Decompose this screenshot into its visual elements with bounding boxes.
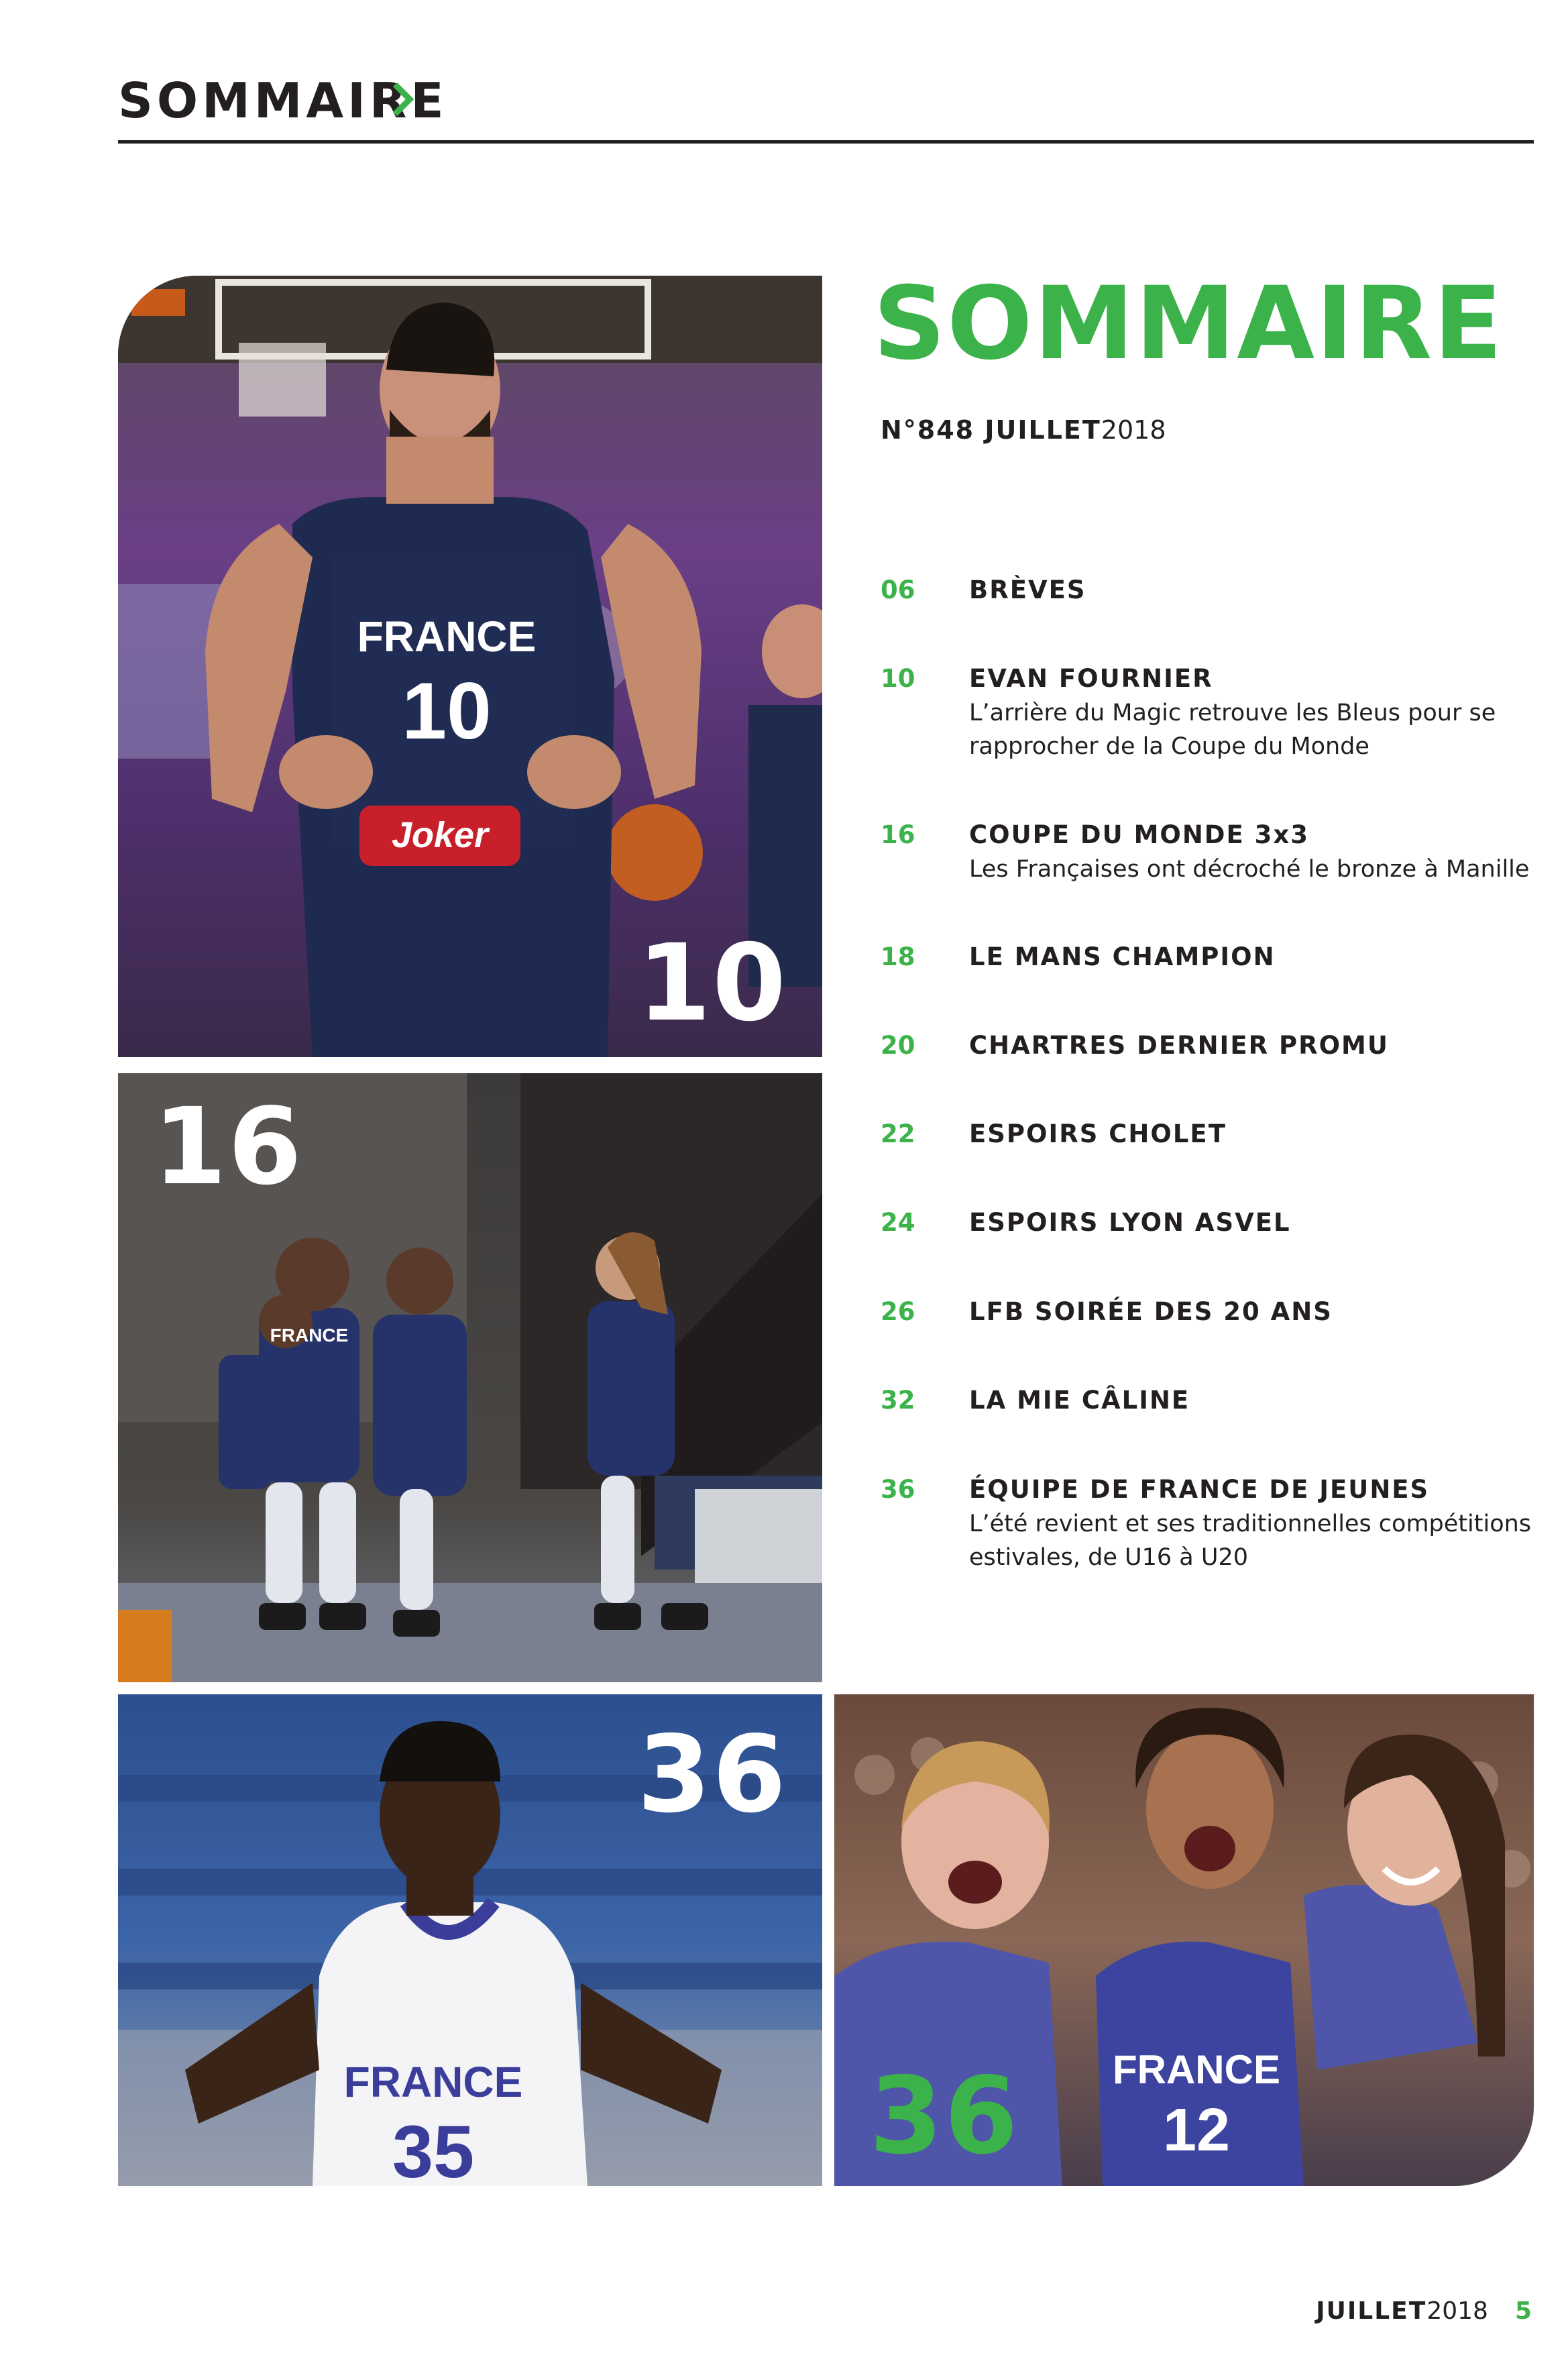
toc-title: ESPOIRS CHOLET xyxy=(969,1119,1227,1148)
jersey-text: FRANCE xyxy=(343,2058,523,2106)
toc-title: LFB SOIRÉE DES 20 ANS xyxy=(969,1297,1333,1326)
jersey-number: 12 xyxy=(1162,2097,1231,2164)
photo-page-number: 36 xyxy=(869,2055,1019,2178)
toc-page-number: 18 xyxy=(881,942,915,971)
jersey-text: FRANCE xyxy=(270,1325,349,1346)
issue-info xyxy=(881,414,1166,446)
sponsor-logo: Joker xyxy=(391,815,489,855)
toc-title: ESPOIRS LYON ASVEL xyxy=(969,1208,1291,1237)
toc-title: EVAN FOURNIER xyxy=(969,664,1213,693)
toc-title: COUPE DU MONDE 3x3 xyxy=(969,820,1310,849)
header-divider xyxy=(118,140,1534,144)
issue-year: 2018 xyxy=(1101,415,1166,445)
photo-equipe-de-france-jeunes-2 xyxy=(834,1694,1534,2186)
photo-page-number: 36 xyxy=(637,1713,787,1837)
page-footer xyxy=(1316,2295,1532,2328)
toc-title: BRÈVES xyxy=(969,576,1086,604)
toc-page-number: 22 xyxy=(881,1119,915,1148)
toc-description: L’été revient et ses traditionnelles compétitions estivales, de U16 à U20 xyxy=(969,1511,1532,1571)
toc-page-number: 20 xyxy=(881,1031,915,1060)
toc-page-number: 06 xyxy=(881,576,915,604)
toc-page-number: 26 xyxy=(881,1297,915,1326)
photo-evan-fournier xyxy=(118,276,822,1057)
photo-page-number: 10 xyxy=(637,922,787,1045)
toc-page-number: 24 xyxy=(881,1208,915,1237)
toc-page-number: 16 xyxy=(881,820,915,849)
photo-equipe-de-france-jeunes-1 xyxy=(118,1694,822,2186)
jersey-number: 10 xyxy=(402,666,492,756)
chevron-right-icon xyxy=(391,80,415,118)
jersey-text: FRANCE xyxy=(1113,2047,1280,2092)
jersey-number: 35 xyxy=(392,2111,475,2186)
page-title: SOMMAIRE xyxy=(873,266,1504,382)
toc-title: ÉQUIPE DE FRANCE DE JEUNES xyxy=(969,1475,1430,1504)
toc-description: L’arrière du Magic retrouve les Bleus pour se rapprocher de la Coupe du Monde xyxy=(969,700,1496,760)
toc-page-number: 32 xyxy=(881,1386,915,1415)
toc-description: Les Françaises ont décroché le bronze à Manille xyxy=(969,856,1530,883)
footer-page-number: 5 xyxy=(1514,2297,1532,2325)
toc-title: CHARTRES DERNIER PROMU xyxy=(969,1031,1389,1060)
footer-month: JUILLET xyxy=(1316,2297,1427,2325)
photo-coupe-du-monde-3x3 xyxy=(118,1073,822,1682)
toc-page-number: 10 xyxy=(881,664,915,693)
issue-number-month: N°848 JUILLET xyxy=(881,415,1101,445)
photo-page-number: 16 xyxy=(153,1085,303,1209)
section-header-title: SOMMAIRE xyxy=(118,72,448,129)
jersey-text: FRANCE xyxy=(357,612,537,661)
footer-year: 2018 xyxy=(1426,2297,1488,2325)
toc-title: LA MIE CÂLINE xyxy=(969,1386,1190,1415)
toc-title: LE MANS CHAMPION xyxy=(969,942,1276,971)
toc-page-number: 36 xyxy=(881,1475,915,1504)
